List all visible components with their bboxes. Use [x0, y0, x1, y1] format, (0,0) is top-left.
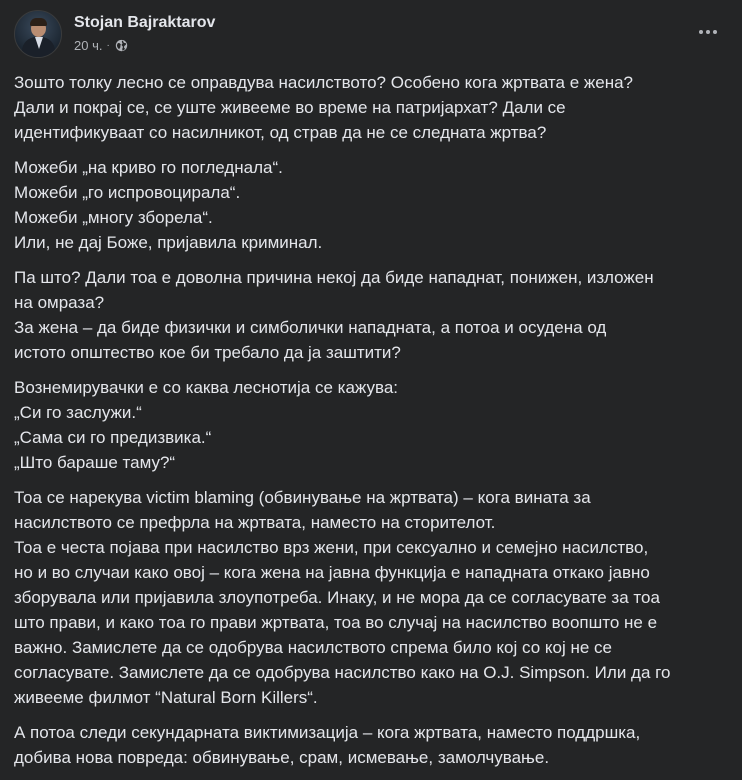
- text-line: Можеби „многу зборела“.: [14, 208, 213, 227]
- post-timestamp[interactable]: 20 ч.: [74, 38, 103, 53]
- post-paragraph: [14, 265, 726, 365]
- avatar-hair: [30, 18, 47, 26]
- post-meta: [74, 38, 128, 53]
- text-line: Тоа се нарекува victim blaming (обвинување на жртвата) – кога вината за: [14, 488, 591, 507]
- author-name[interactable]: Stojan Bajraktarov: [74, 14, 216, 31]
- text-line: Па што? Дали тоа е доволна причина некој да биде нападнат, понижен, изложен: [14, 268, 654, 287]
- text-line: Вознемирувачки е со каква леснотија се кажува:: [14, 378, 398, 397]
- post-paragraph: [14, 70, 726, 145]
- post-paragraph: [14, 375, 726, 475]
- text-line: Тоа е честа појава при насилство врз жени, при сексуално и семејно насилство,: [14, 538, 649, 557]
- text-line: За жена – да биде физички и симболички нападната, а потоа и осудена од: [14, 318, 607, 337]
- text-line: согласувате. Замислете да се одобрува насилство како на O.J. Simpson. Или да го: [14, 663, 671, 682]
- post-header: [14, 10, 728, 60]
- text-line: Или, не дај Боже, пријавила криминал.: [14, 233, 323, 252]
- text-line: „Сама си го предизвика.“: [14, 428, 212, 447]
- text-line: важно. Замислете да се одобрува насилството спрема било кој со кој не се: [14, 638, 612, 657]
- text-line: Можеби „на криво го погледнала“.: [14, 158, 283, 177]
- text-line: истото општество кое би требало да ја заштити?: [14, 343, 401, 362]
- text-line: живееме филмот “Natural Born Killers“.: [14, 688, 318, 707]
- text-line: Зошто толку лесно се оправдува насилството? Особено кога жртвата е жена?: [14, 73, 633, 92]
- more-options-button[interactable]: [694, 18, 722, 46]
- text-line: Можеби „го испровоцирала“.: [14, 183, 241, 202]
- text-line: идентификуваат со насилникот, од страв да не се следната жртва?: [14, 123, 547, 142]
- post-paragraph: [14, 155, 726, 255]
- text-line: А потоа следи секундарната виктимизација – кога жртвата, наместо поддршка,: [14, 723, 641, 742]
- text-line: Дали и покрај се, се уште живееме во време на патријархат? Дали се: [14, 98, 566, 117]
- meta-separator: ·: [106, 40, 110, 51]
- text-line: насилството се префрла на жртвата, наместо на сторителот.: [14, 513, 496, 532]
- globe-icon[interactable]: [115, 39, 128, 52]
- text-line: „Си го заслужи.“: [14, 403, 142, 422]
- text-line: но и во случаи како овој – кога жена на јавна функција е нападната откако јавно: [14, 563, 650, 582]
- more-options-icon-dot: [706, 30, 710, 34]
- author-avatar[interactable]: [14, 10, 62, 58]
- text-line: на омраза?: [14, 293, 105, 312]
- post-body: [14, 70, 726, 780]
- more-options-icon: [699, 30, 703, 34]
- text-line: „Што бараше таму?“: [14, 453, 176, 472]
- post-paragraph: [14, 485, 726, 710]
- text-line: што прави, и како тоа го прави жртвата, тоа во случај на насилство воопшто не е: [14, 613, 658, 632]
- text-line: зборувала или пријавила злоупотреба. Инаку, и не мора да се согласувате за тоа: [14, 588, 660, 607]
- text-line: добива нова повреда: обвинување, срам, исмевање, замолчување.: [14, 748, 550, 767]
- more-options-icon-dot: [713, 30, 717, 34]
- post-paragraph: [14, 720, 726, 770]
